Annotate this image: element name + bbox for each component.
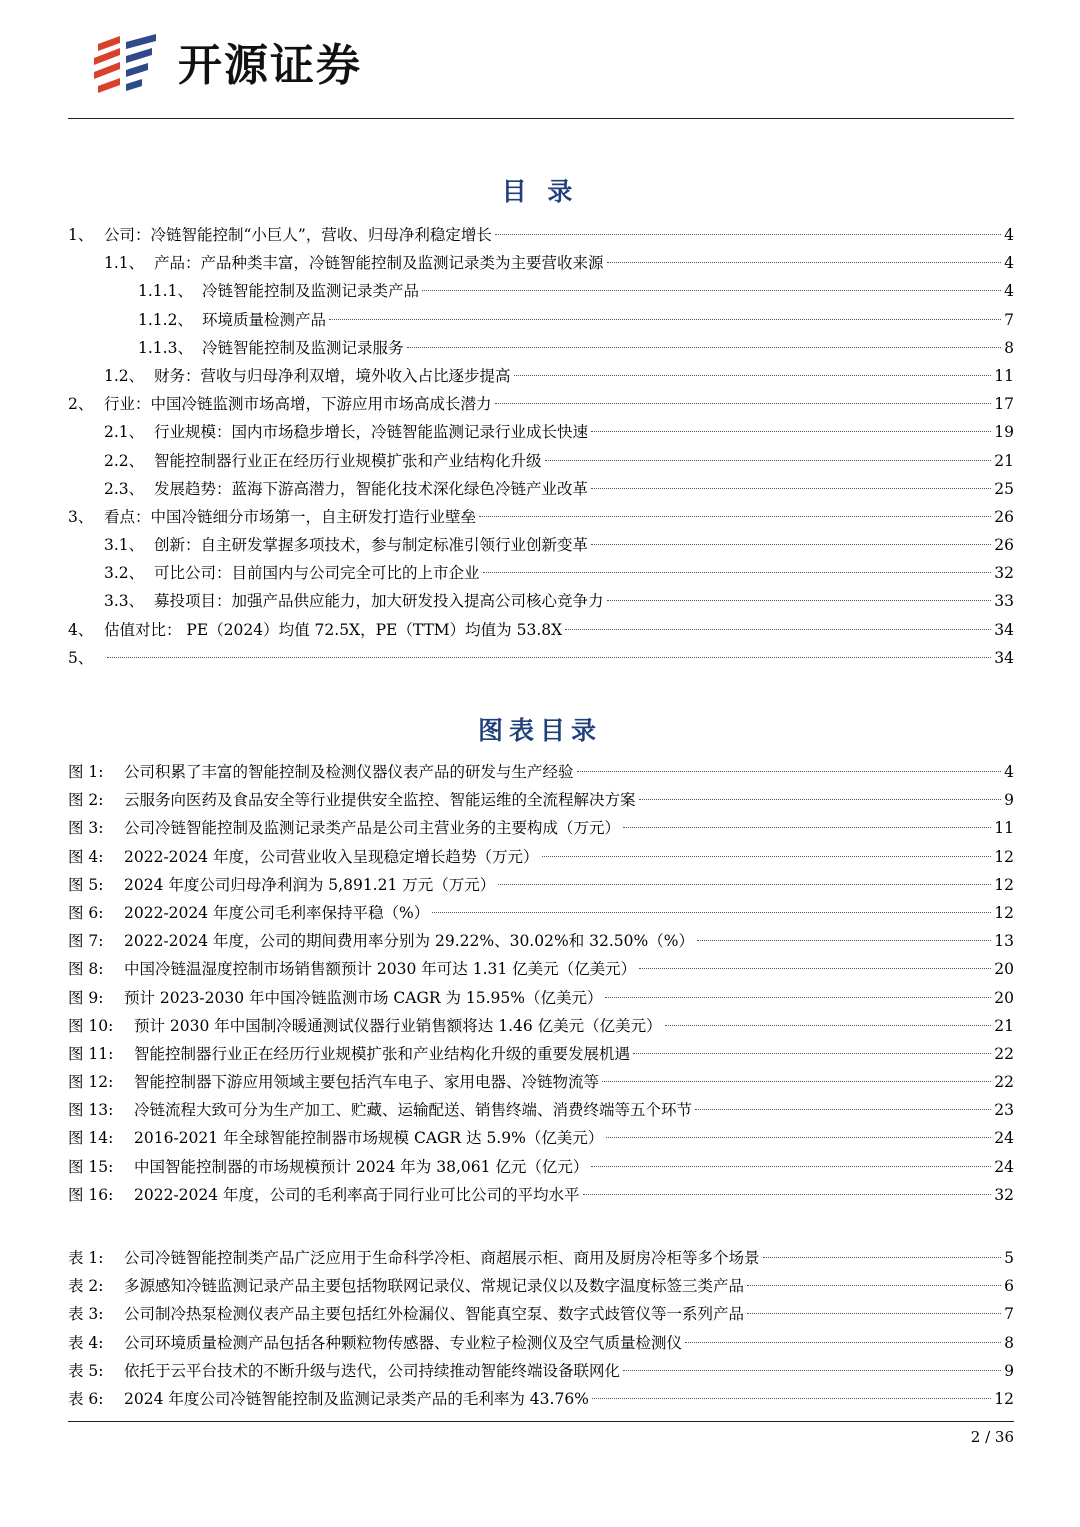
header-divider <box>68 118 1014 119</box>
entry-page: 20 <box>994 988 1014 1007</box>
figures-list <box>68 758 1014 1209</box>
dot-leader <box>498 884 991 885</box>
dot-leader <box>602 1081 991 1082</box>
figure-entry[interactable] <box>68 758 1014 786</box>
dot-leader <box>695 1109 991 1110</box>
entry-title: 冷链智能控制及监测记录类产品 <box>202 282 420 301</box>
entry-number: 表 2: <box>68 1277 104 1296</box>
entry-page: 4 <box>1004 226 1014 244</box>
toc-entry[interactable] <box>68 306 1014 334</box>
entry-page: 12 <box>994 1389 1014 1408</box>
entry-title: 2022-2024 年度，公司的期间费用率分别为 29.22%、30.02%和 32.50%（%） <box>124 932 694 951</box>
entry-page: 12 <box>994 875 1014 894</box>
toc-entry[interactable] <box>68 418 1014 446</box>
dot-leader <box>407 347 1002 348</box>
entry-title: 依托于云平台技术的不断升级与迭代，公司持续推动智能终端设备联网化 <box>124 1361 621 1380</box>
figure-entry[interactable] <box>68 1040 1014 1068</box>
dot-leader <box>329 319 1001 320</box>
entry-page: 11 <box>994 366 1014 385</box>
entry-number: 1.1.1、 <box>138 282 193 301</box>
dot-leader <box>607 262 1002 263</box>
entry-number: 1、 <box>68 226 94 244</box>
toc-entry[interactable] <box>68 616 1014 644</box>
dot-leader <box>592 1398 991 1399</box>
entry-title: 看点：中国冷链细分市场第一，自主研发打造行业壁垒 <box>104 507 477 526</box>
toc-entry[interactable] <box>68 503 1014 531</box>
entry-title: 2024 年度公司归母净利润为 5,891.21 万元（万元） <box>124 875 496 894</box>
dot-leader <box>607 600 992 601</box>
dot-leader <box>591 488 991 489</box>
figure-entry[interactable] <box>68 1012 1014 1040</box>
entry-number: 1.2、 <box>104 366 145 385</box>
entry-number: 1.1.3、 <box>138 338 193 357</box>
dot-leader <box>495 234 1001 235</box>
entry-number: 3.1、 <box>104 536 145 555</box>
entry-page: 32 <box>994 564 1014 583</box>
entry-number: 图 1: <box>68 763 104 781</box>
dot-leader <box>639 968 991 969</box>
toc-entry[interactable] <box>68 221 1014 249</box>
dot-leader <box>606 1137 991 1138</box>
figure-entry[interactable] <box>68 1181 1014 1209</box>
dot-leader <box>495 403 992 404</box>
dot-leader <box>432 912 991 913</box>
dot-leader <box>639 799 1002 800</box>
entry-page: 26 <box>994 536 1014 555</box>
entry-number: 表 3: <box>68 1305 104 1324</box>
entry-title: 行业：中国冷链监测市场高增，下游应用市场高成长潜力 <box>104 395 492 414</box>
toc-entry[interactable] <box>68 249 1014 277</box>
entry-number: 1.1、 <box>104 254 145 273</box>
entry-page: 34 <box>994 648 1014 667</box>
entry-title: 智能控制器行业正在经历行业规模扩张和产业结构化升级 <box>154 451 542 470</box>
entry-page: 5 <box>1004 1249 1014 1267</box>
entry-page: 9 <box>1004 791 1014 810</box>
toc-entry[interactable] <box>68 475 1014 503</box>
dot-leader <box>623 1370 1001 1371</box>
entry-number: 表 6: <box>68 1389 104 1408</box>
entry-page: 26 <box>994 507 1014 526</box>
entry-number: 图 5: <box>68 875 104 894</box>
entry-title: 云服务向医药及食品安全等行业提供安全监控、智能运维的全流程解决方案 <box>124 791 636 810</box>
entry-page: 6 <box>1004 1277 1014 1296</box>
entry-number: 图 9: <box>68 988 104 1007</box>
entry-title: 2024 年度公司冷链智能控制及监测记录类产品的毛利率为 43.76% <box>124 1389 589 1408</box>
dot-leader <box>605 997 991 998</box>
entry-number: 4、 <box>68 620 94 639</box>
entry-number: 图 16: <box>68 1185 114 1204</box>
entry-number: 表 5: <box>68 1361 104 1380</box>
entry-number: 图 11: <box>68 1044 114 1063</box>
entry-title: 行业规模：国内市场稳步增长，冷链智能监测记录行业成长快速 <box>154 423 589 442</box>
figure-entry[interactable] <box>68 1124 1014 1152</box>
entry-page: 25 <box>994 479 1014 498</box>
dot-leader <box>665 1025 992 1026</box>
dot-leader <box>483 572 992 573</box>
entry-number: 2.3、 <box>104 479 145 498</box>
dot-leader <box>422 290 1001 291</box>
entry-title: 环境质量检测产品 <box>202 310 327 329</box>
figure-entry[interactable] <box>68 843 1014 871</box>
entry-number: 图 8: <box>68 960 104 979</box>
entry-page: 12 <box>994 847 1014 866</box>
dot-leader <box>591 431 991 432</box>
page-number: 2 / 36 <box>970 1428 1014 1446</box>
brand-name: 开源证券 <box>178 40 362 91</box>
entry-page: 22 <box>994 1073 1014 1092</box>
table-entry[interactable] <box>68 1357 1014 1385</box>
entry-title: 公司冷链智能控制及监测记录类产品是公司主营业务的主要构成（万元） <box>124 819 621 838</box>
toc-entry[interactable] <box>68 362 1014 390</box>
entry-number: 图 7: <box>68 932 104 951</box>
toc-title: 目 录 <box>501 177 579 206</box>
dot-leader <box>697 940 991 941</box>
entry-number: 3.3、 <box>104 592 145 611</box>
entry-page: 24 <box>994 1157 1014 1176</box>
entry-number: 2.2、 <box>104 451 145 470</box>
entry-page: 21 <box>994 451 1014 470</box>
figures-list-title: 图表目录 <box>477 716 602 745</box>
entry-number: 表 1: <box>68 1249 104 1267</box>
entry-title: 智能控制器下游应用领域主要包括汽车电子、家用电器、冷链物流等 <box>134 1073 600 1092</box>
toc-entry[interactable] <box>68 644 1014 672</box>
entry-number: 1.1.2、 <box>138 310 193 329</box>
entry-page: 9 <box>1004 1361 1014 1380</box>
dot-leader <box>591 1166 991 1167</box>
entry-title: 财务：营收与归母净利双增，境外收入占比逐步提高 <box>154 366 511 385</box>
entry-title: 2022-2024 年度，公司的毛利率高于同行业可比公司的平均水平 <box>134 1185 580 1204</box>
entry-number: 图 12: <box>68 1073 114 1092</box>
figure-entry[interactable] <box>68 927 1014 955</box>
entry-page: 7 <box>1004 310 1014 329</box>
table-entry[interactable] <box>68 1300 1014 1328</box>
dot-leader <box>514 375 992 376</box>
entry-title: 预计 2023-2030 年中国冷链监测市场 CAGR 为 15.95%（亿美元） <box>124 988 603 1007</box>
toc-entry[interactable] <box>68 334 1014 362</box>
entry-title: 公司制冷热泵检测仪表产品主要包括红外检漏仪、智能真空泵、数字式歧管仪等一系列产品 <box>124 1305 745 1324</box>
entry-title: 公司：冷链智能控制“小巨人”，营收、归母净利稳定增长 <box>104 226 492 244</box>
entry-number: 表 4: <box>68 1333 104 1352</box>
entry-number: 3、 <box>68 507 94 526</box>
dot-leader <box>545 460 992 461</box>
toc-entry[interactable] <box>68 447 1014 475</box>
entry-number: 5、 <box>68 648 94 667</box>
table-entry[interactable] <box>68 1272 1014 1300</box>
entry-page: 8 <box>1004 1333 1014 1352</box>
entry-number: 图 13: <box>68 1101 114 1120</box>
dot-leader <box>542 856 992 857</box>
entry-page: 34 <box>994 620 1014 639</box>
entry-page: 23 <box>994 1101 1014 1120</box>
dot-leader <box>685 1342 1001 1343</box>
dot-leader <box>633 1053 991 1054</box>
entry-title: 募投项目：加强产品供应能力，加大研发投入提高公司核心竞争力 <box>154 592 604 611</box>
figure-entry[interactable] <box>68 786 1014 814</box>
entry-page: 8 <box>1004 338 1014 357</box>
dot-leader <box>565 629 991 630</box>
entry-number: 图 6: <box>68 903 104 922</box>
entry-number: 2.1、 <box>104 423 145 442</box>
figure-entry[interactable] <box>68 1153 1014 1181</box>
entry-title: 2016-2021 年全球智能控制器市场规模 CAGR 达 5.9%（亿美元） <box>134 1129 604 1148</box>
entry-number: 3.2、 <box>104 564 145 583</box>
toc-entry[interactable] <box>68 390 1014 418</box>
entry-page: 21 <box>994 1016 1014 1035</box>
entry-title: 冷链流程大致可分为生产加工、贮藏、运输配送、销售终端、消费终端等五个环节 <box>134 1101 693 1120</box>
dot-leader <box>479 516 991 517</box>
entry-title: 创新：自主研发掌握多项技术，参与制定标准引领行业创新变革 <box>154 536 589 555</box>
entry-number: 图 14: <box>68 1129 114 1148</box>
entry-title: 产品：产品种类丰富，冷链智能控制及监测记录类为主要营收来源 <box>154 254 604 273</box>
dot-leader <box>763 1257 1002 1258</box>
entry-title: 2022-2024 年度公司毛利率保持平稳（%） <box>124 903 430 922</box>
entry-page: 4 <box>1004 763 1014 781</box>
entry-number: 图 15: <box>68 1157 114 1176</box>
entry-title: 冷链智能控制及监测记录服务 <box>202 338 404 357</box>
dot-leader <box>591 544 991 545</box>
entry-number: 2、 <box>68 395 94 414</box>
table-entry[interactable] <box>68 1244 1014 1272</box>
entry-title: 公司环境质量检测产品包括各种颗粒物传感器、专业粒子检测仪及空气质量检测仪 <box>124 1333 683 1352</box>
entry-page: 11 <box>994 819 1014 838</box>
dot-leader <box>747 1285 1001 1286</box>
kaiyuan-logo-icon <box>90 34 162 96</box>
figure-entry[interactable] <box>68 984 1014 1012</box>
entry-page: 7 <box>1004 1305 1014 1324</box>
entry-page: 24 <box>994 1129 1014 1148</box>
toc-entry[interactable] <box>68 587 1014 615</box>
dot-leader <box>577 771 1002 772</box>
entry-number: 图 2: <box>68 791 104 810</box>
entry-title: 公司冷链智能控制类产品广泛应用于生命科学冷柜、商超展示柜、商用及厨房冷柜等多个场景 <box>124 1249 760 1267</box>
toc-entry[interactable] <box>68 559 1014 587</box>
entry-title: 2022-2024 年度，公司营业收入呈现稳定增长趋势（万元） <box>124 847 539 866</box>
entry-title: 估值对比： PE（2024）均值 72.5X，PE（TTM）均值为 53.8X <box>104 620 563 639</box>
figure-entry[interactable] <box>68 1068 1014 1096</box>
figure-entry[interactable] <box>68 871 1014 899</box>
toc-entry[interactable] <box>68 531 1014 559</box>
footer-divider <box>68 1421 1014 1422</box>
entry-page: 13 <box>994 932 1014 951</box>
entry-page: 17 <box>994 395 1014 414</box>
figure-entry[interactable] <box>68 955 1014 983</box>
entry-title: 多源感知冷链监测记录产品主要包括物联网记录仪、常规记录仪以及数字温度标签三类产品 <box>124 1277 745 1296</box>
entry-title: 预计 2030 年中国制冷暖通测试仪器行业销售额将达 1.46 亿美元（亿美元） <box>134 1016 662 1035</box>
table-of-contents <box>68 221 1014 672</box>
dot-leader <box>747 1313 1001 1314</box>
figure-entry[interactable] <box>68 814 1014 842</box>
dot-leader <box>583 1194 992 1195</box>
entry-title: 中国冷链温湿度控制市场销售额预计 2030 年可达 1.31 亿美元（亿美元） <box>124 960 637 979</box>
page-header <box>68 30 1014 118</box>
dot-leader <box>623 827 991 828</box>
entry-title: 中国智能控制器的市场规模预计 2024 年为 38,061 亿元（亿元） <box>134 1157 589 1176</box>
entry-title: 可比公司：目前国内与公司完全可比的上市企业 <box>154 564 480 583</box>
entry-page: 19 <box>994 423 1014 442</box>
entry-title: 公司积累了丰富的智能控制及检测仪器仪表产品的研发与生产经验 <box>124 763 574 781</box>
entry-title: 发展趋势：蓝海下游高潜力，智能化技术深化绿色冷链产业改革 <box>154 479 589 498</box>
figure-entry[interactable] <box>68 1096 1014 1124</box>
table-entry[interactable] <box>68 1385 1014 1413</box>
entry-number: 图 3: <box>68 819 104 838</box>
entry-page: 12 <box>994 903 1014 922</box>
entry-page: 33 <box>994 592 1014 611</box>
entry-title: 智能控制器行业正在经历行业规模扩张和产业结构化升级的重要发展机遇 <box>134 1044 631 1063</box>
entry-page: 4 <box>1004 254 1014 273</box>
dot-leader <box>107 657 991 658</box>
entry-number: 图 10: <box>68 1016 114 1035</box>
figure-entry[interactable] <box>68 899 1014 927</box>
table-entry[interactable] <box>68 1329 1014 1357</box>
entry-page: 32 <box>994 1185 1014 1204</box>
entry-number: 图 4: <box>68 847 104 866</box>
entry-page: 4 <box>1004 282 1014 301</box>
entry-page: 20 <box>994 960 1014 979</box>
tables-list <box>68 1244 1014 1413</box>
entry-page: 22 <box>994 1044 1014 1063</box>
toc-entry[interactable] <box>68 277 1014 305</box>
